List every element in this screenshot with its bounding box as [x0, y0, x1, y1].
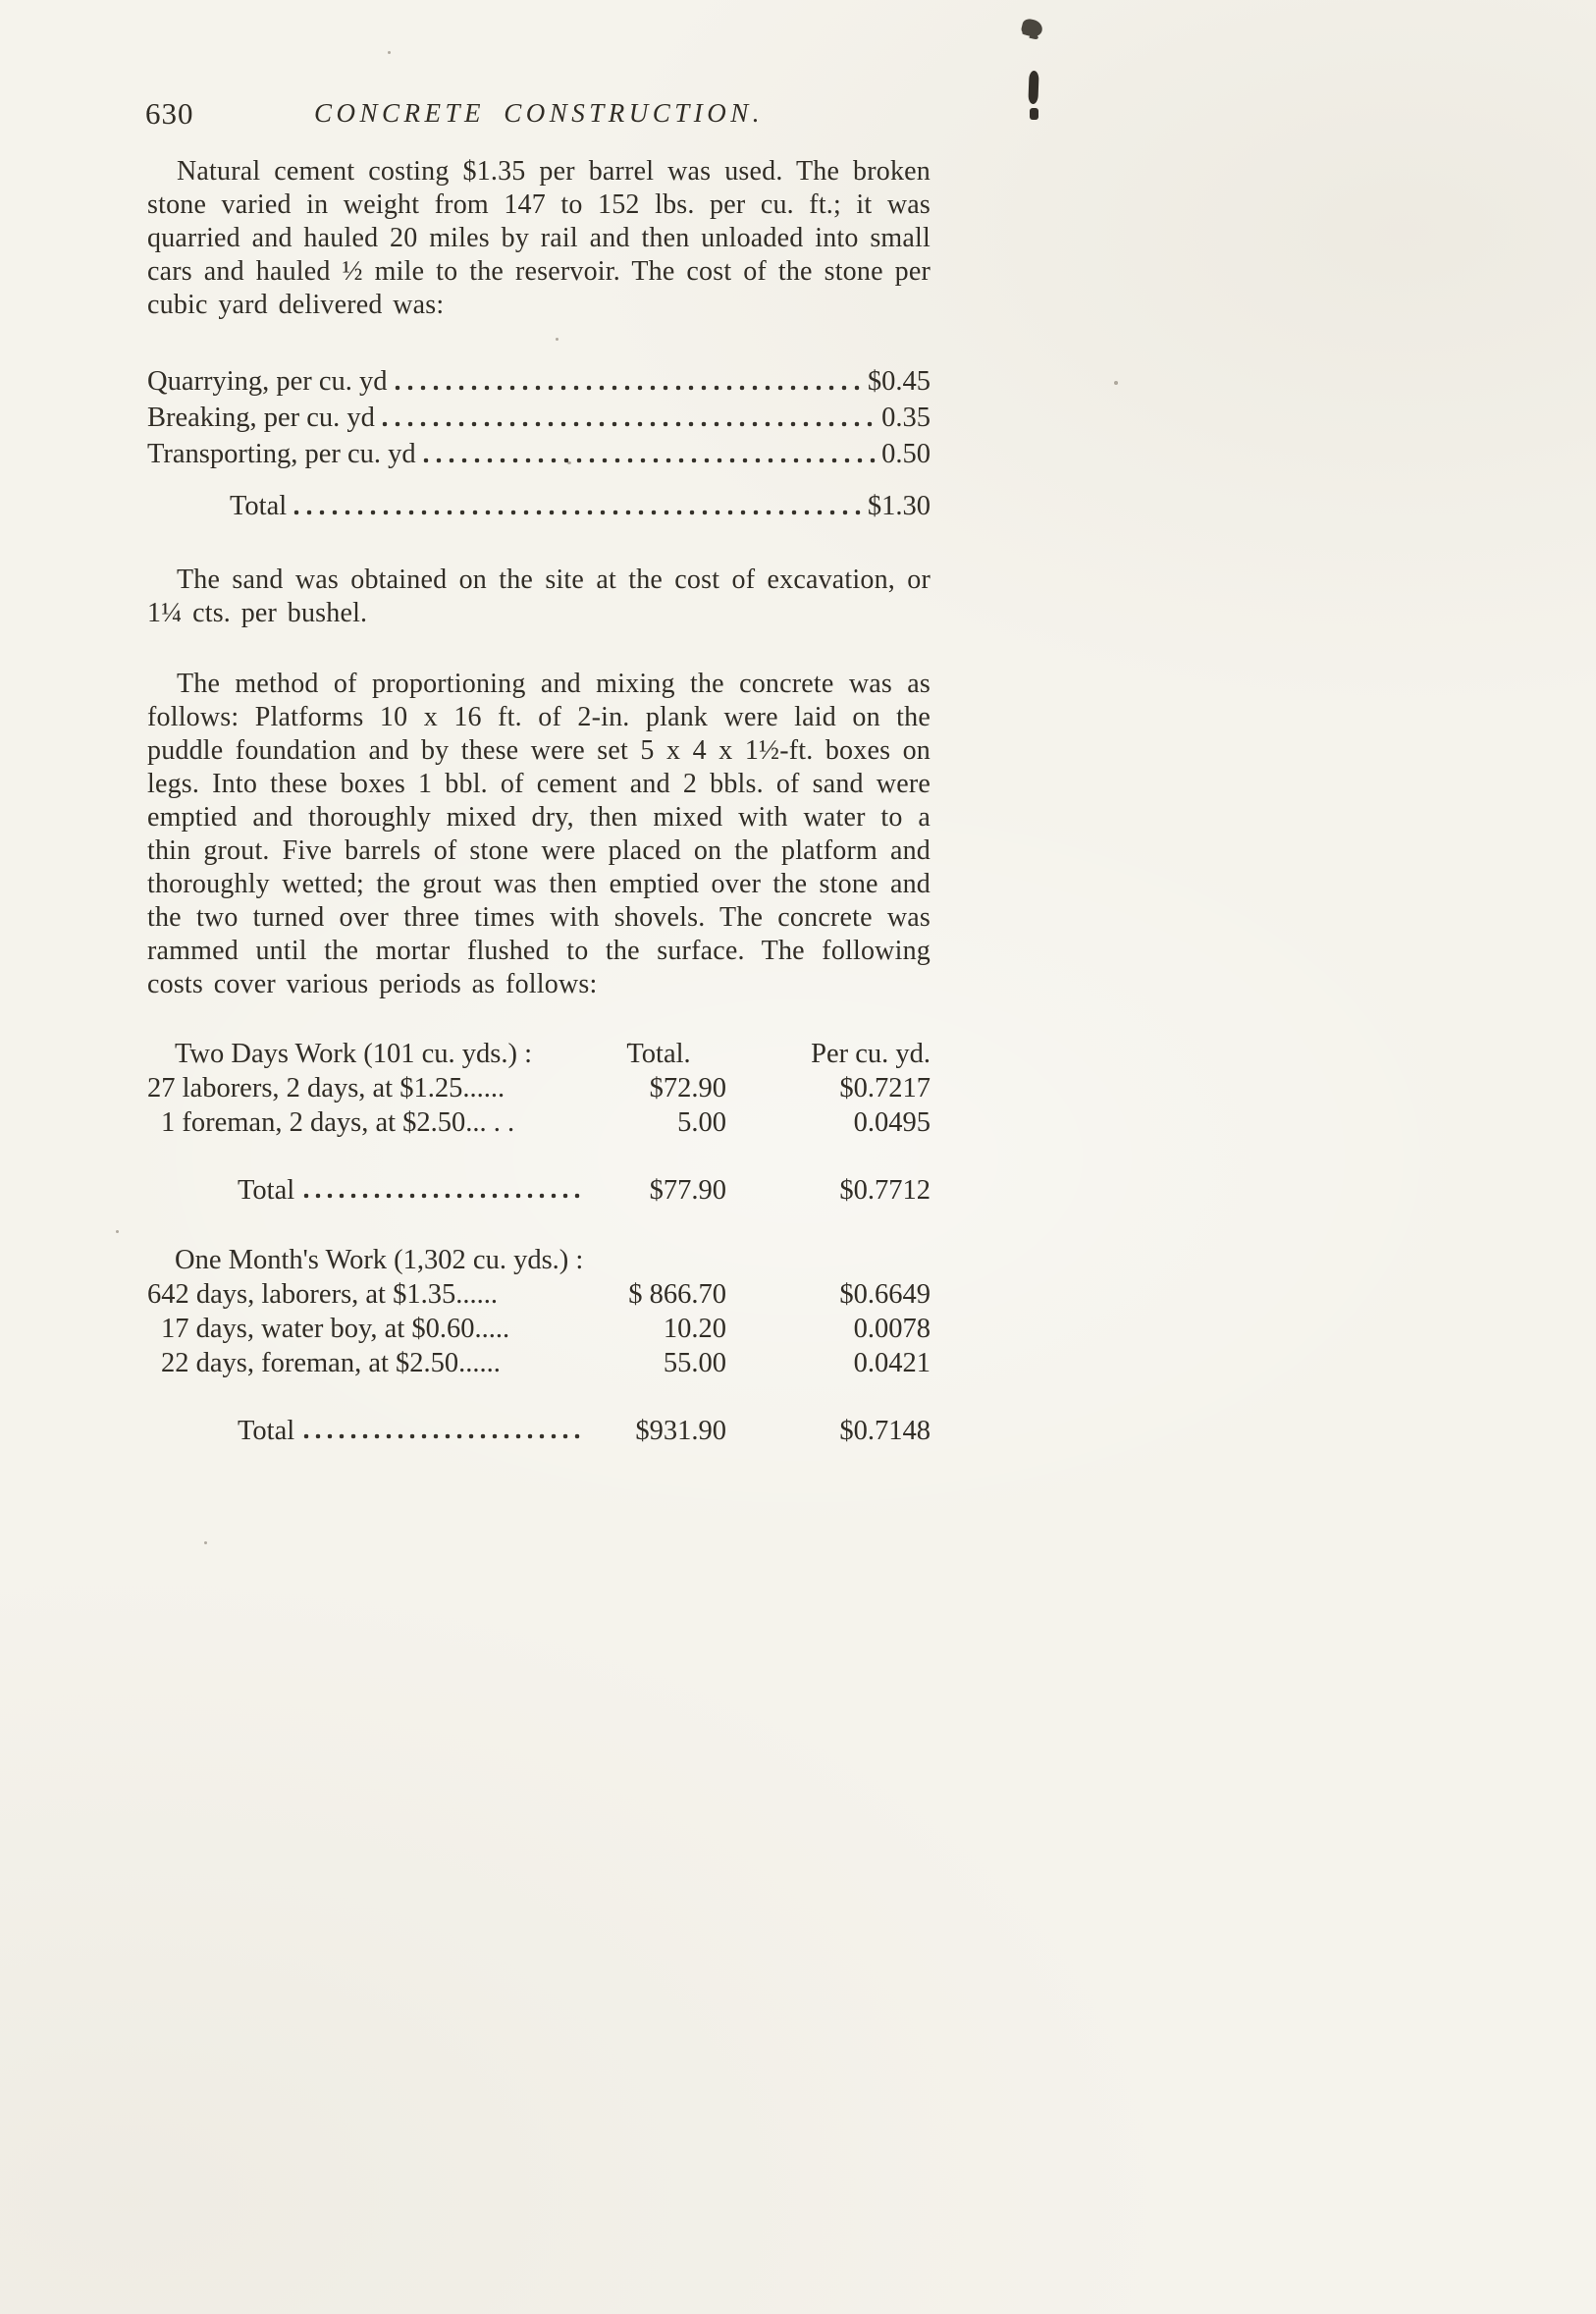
- paragraph-cement-cost: Natural cement costing $1.35 per barrel was used. The broken stone varied in weight from 147 to 152 lbs. per cu. ft.; it was quarried and hauled 20 miles by rail and then unloaded into small cars and hauled ½ mile to the reservoir. The cost of the stone per cubic yard delivered was:: [147, 156, 931, 320]
- two-days-work-table: [147, 1037, 931, 1208]
- table-total-row: [147, 1173, 931, 1208]
- row-label: 642 days, laborers, at $1.35......: [147, 1279, 498, 1310]
- ink-smudge: [1020, 18, 1043, 39]
- cost-item-value: 0.35: [881, 403, 931, 433]
- page-number: 630: [145, 96, 194, 131]
- row-label: 17 days, water boy, at $0.60.....: [161, 1314, 510, 1344]
- row-total: 10.20: [663, 1314, 726, 1344]
- cost-item-value: $0.45: [867, 366, 931, 397]
- row-per-cu-yd: 0.0421: [853, 1348, 931, 1378]
- running-title: CONCRETE CONSTRUCTION.: [313, 98, 765, 128]
- stone-cost-row: [147, 363, 931, 400]
- paper-speck: [1114, 381, 1118, 385]
- table-row: [147, 1071, 931, 1105]
- row-per-cu-yd: 0.0078: [853, 1314, 931, 1344]
- row-label: 22 days, foreman, at $2.50......: [161, 1348, 501, 1378]
- cost-item-value: 0.50: [881, 439, 931, 469]
- dot-leader: [394, 384, 862, 392]
- dot-leader: [381, 420, 876, 428]
- table-row: [147, 1105, 931, 1140]
- page-content: [147, 94, 931, 1448]
- paper-speck: [116, 1230, 119, 1233]
- paper-speck: [204, 1541, 207, 1544]
- total-amount: $931.90: [635, 1416, 726, 1446]
- row-label: 1 foreman, 2 days, at $2.50... . .: [161, 1107, 515, 1138]
- sum-rule-row: [147, 1140, 931, 1167]
- paragraph-mixing-method: The method of proportioning and mixing the concrete was as follows: Platforms 10 x 16 ft. of 2-in. plank were laid on the puddle foundation and by these were set 5 x 4 x 1½-ft. boxes on legs. Into these boxes 1 bbl. of cement and 2 bbls. of sand were emptied and thoroughly mixed dry, then mixed with water to a thin grout. Five barrels of stone were placed on the platform and thoroughly wetted; the grout was then emptied over the stone and the two turned over three times with shovels. The concrete was rammed until the mortar flushed to the surface. The following costs cover various periods as follows:: [147, 669, 931, 999]
- cost-item-label: Transporting, per cu. yd: [147, 439, 416, 469]
- sum-rule-row: [147, 1380, 931, 1408]
- total-per-cu-yd: $0.7148: [839, 1416, 931, 1446]
- ink-stroke: [1028, 71, 1038, 104]
- row-total: $ 866.70: [628, 1279, 726, 1310]
- table-header-row: [147, 1037, 931, 1071]
- total-value: $1.30: [867, 491, 931, 521]
- stone-cost-list: [147, 363, 931, 524]
- table-total-row: [147, 1414, 931, 1448]
- row-per-cu-yd: $0.7217: [839, 1073, 931, 1103]
- row-total: $72.90: [649, 1073, 726, 1103]
- total-per-cu-yd: $0.7712: [839, 1175, 931, 1206]
- dot-leader: [302, 1432, 581, 1440]
- paragraph-sand: The sand was obtained on the site at the cost of excavation, or 1¼ cts. per bushel.: [147, 565, 931, 628]
- row-total: 55.00: [663, 1348, 726, 1378]
- column-header-per-cu-yd: Per cu. yd.: [811, 1039, 931, 1069]
- row-per-cu-yd: 0.0495: [853, 1107, 931, 1138]
- stone-cost-row: [147, 436, 931, 472]
- dot-leader: [293, 509, 862, 516]
- total-label: Total: [238, 1175, 295, 1206]
- total-label: Total: [230, 491, 288, 521]
- row-label: 27 laborers, 2 days, at $1.25......: [147, 1073, 505, 1103]
- total-label: Total: [238, 1416, 295, 1446]
- row-total: 5.00: [677, 1107, 726, 1138]
- stone-cost-row: [147, 400, 931, 436]
- table-row: [147, 1277, 931, 1312]
- dot-leader: [422, 457, 876, 464]
- table-title: One Month's Work (1,302 cu. yds.) :: [175, 1245, 584, 1275]
- paper-speck: [388, 51, 391, 54]
- table-title: Two Days Work (101 cu. yds.) :: [175, 1039, 533, 1069]
- table-row: [147, 1346, 931, 1380]
- cost-item-label: Breaking, per cu. yd: [147, 403, 375, 433]
- table-row: [147, 1312, 931, 1346]
- row-per-cu-yd: $0.6649: [839, 1279, 931, 1310]
- ink-blot: [1030, 108, 1038, 120]
- page-header: [147, 94, 931, 132]
- total-amount: $77.90: [649, 1175, 726, 1206]
- column-header-total: Total.: [626, 1039, 691, 1069]
- one-month-work-table: [147, 1243, 931, 1448]
- stone-cost-total-row: [147, 488, 931, 524]
- dot-leader: [302, 1192, 581, 1200]
- cost-item-label: Quarrying, per cu. yd: [147, 366, 388, 397]
